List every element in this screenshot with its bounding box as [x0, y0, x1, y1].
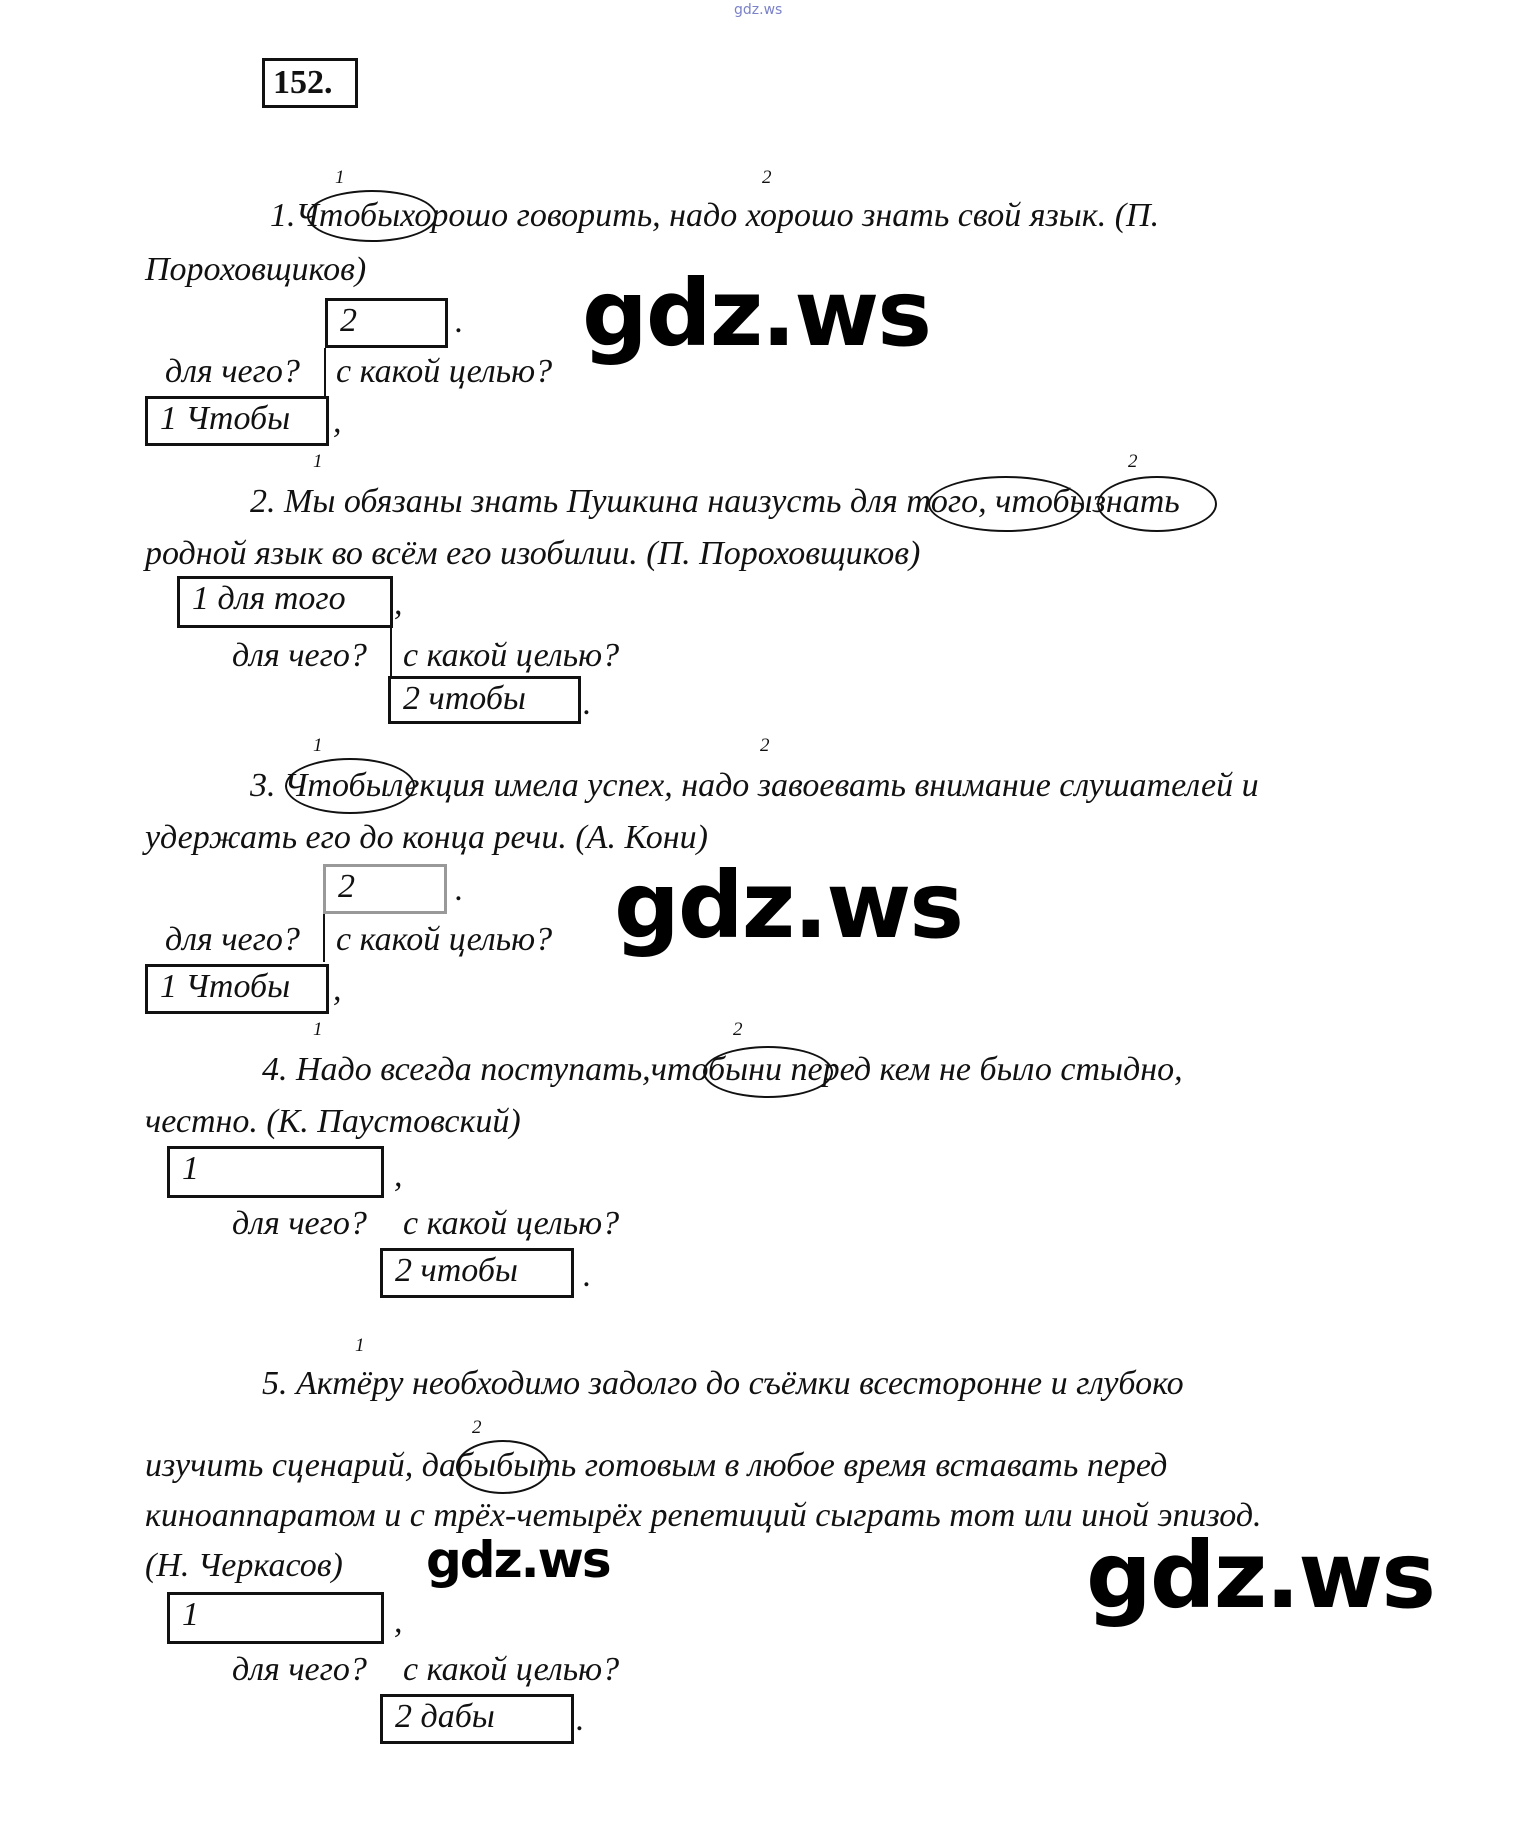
s5-conjunction-oval [456, 1440, 550, 1494]
s5-superscript-2: 2 [472, 1417, 482, 1438]
s2-superscript-1: 1 [313, 451, 323, 472]
watermark-1: gdz.ws [582, 260, 930, 367]
s4-main-comma: , [394, 1157, 403, 1194]
s5-sentence-line2 [145, 1446, 1167, 1486]
s4-sub-clause-box: 2 чтобы [380, 1248, 574, 1298]
s1-question-1: для чего? [165, 353, 300, 390]
s3-conjunction: Чтобы [284, 767, 389, 804]
s2-superscript-2: 2 [1128, 451, 1138, 472]
s4-sub-period: . [583, 1257, 592, 1294]
s2-sub-period: . [583, 685, 592, 722]
s1-sentence-line2: Пороховщиков) [145, 251, 367, 288]
s5-sentence-line1: 5. Актёру необходимо задолго до съёмки всесторонне и глубоко [262, 1365, 1184, 1402]
s3-connector-line [323, 914, 325, 962]
s4-text: 4. Надо всегда поступать, [262, 1051, 651, 1088]
watermark-2: gdz.ws [614, 852, 962, 959]
s2-question-2: с какой целью? [403, 637, 620, 674]
s2-main-comma: , [394, 585, 403, 622]
s4-sentence-line2: честно. (К. Паустовский) [145, 1103, 521, 1140]
s5-question-1: для чего? [232, 1651, 367, 1688]
s3-main-clause-box: 2 [323, 864, 447, 914]
s2-conjunction-a-oval [928, 476, 1084, 532]
s3-superscript-2: 2 [760, 735, 770, 756]
s2-text: 2. Мы обязаны знать Пушкина наизусть [250, 483, 842, 520]
s4-conjunction-oval [703, 1046, 833, 1098]
s4-conjunction: чтобы [650, 1051, 749, 1088]
s3-rest: лекция имела успех, надо завоевать внимание слушателей и [388, 767, 1259, 804]
s4-superscript-2: 2 [733, 1019, 743, 1040]
s3-sentence-line2: удержать его до конца речи. (А. Кони) [145, 819, 708, 856]
s5-superscript-1: 1 [355, 1335, 365, 1356]
s4-superscript-1: 1 [313, 1019, 323, 1040]
s5-line2-pre: изучить сценарий, [145, 1447, 414, 1484]
s5-sub-period: . [576, 1701, 585, 1738]
s2-rest: знать [1092, 483, 1180, 520]
s1-rest: хорошо говорить, надо хорошо знать свой язык. (П. [400, 197, 1160, 234]
s3-question-2: с какой целью? [336, 921, 553, 958]
s5-sentence-line3: киноаппаратом и с трёх-четырёх репетиций сыграть тот или иной эпизод. [145, 1497, 1262, 1534]
s1-sub-comma: , [333, 403, 342, 440]
s3-question-1: для чего? [165, 921, 300, 958]
s4-main-clause-box: 1 [167, 1146, 384, 1198]
s1-conjunction: Чтобы [295, 197, 401, 234]
s3-main-period: . [455, 871, 464, 908]
s4-rest: ни перед кем не было стыдно, [748, 1051, 1183, 1088]
s1-superscript-2: 2 [762, 167, 772, 188]
s1-number: 1. [270, 197, 296, 234]
s3-conjunction-oval [285, 758, 415, 814]
s5-main-clause-box: 1 [167, 1592, 384, 1644]
s5-line2-rest: быть готовым в любое время вставать перед [496, 1447, 1168, 1484]
s1-superscript-1: 1 [335, 167, 345, 188]
s4-question-2: с какой целью? [403, 1205, 620, 1242]
s5-question-2: с какой целью? [403, 1651, 620, 1688]
s2-question-1: для чего? [232, 637, 367, 674]
s4-question-1: для чего? [232, 1205, 367, 1242]
s2-sentence-line2: родной язык во всём его изобилии. (П. Пороховщиков) [145, 535, 921, 572]
s2-sub-clause-box: 2 чтобы [388, 676, 581, 724]
s1-question-2: с какой целью? [336, 353, 553, 390]
s1-conjunction-oval [307, 190, 437, 242]
s1-sub-clause-box: 1 Чтобы [145, 396, 329, 446]
s3-sub-comma: , [333, 971, 342, 1008]
s1-connector-line [324, 348, 326, 396]
s5-sub-clause-box: 2 дабы [380, 1694, 574, 1744]
s3-sub-clause-box: 1 Чтобы [145, 964, 329, 1014]
watermark-3: gdz.ws [426, 1531, 610, 1589]
s2-conjunction-a: для того, [849, 483, 987, 520]
task-number-box: 152. [262, 58, 358, 108]
s3-superscript-1: 1 [313, 735, 323, 756]
s5-conjunction: дабы [421, 1447, 497, 1484]
site-watermark-top: gdz.ws [734, 2, 783, 18]
s5-main-comma: , [394, 1603, 403, 1640]
s1-main-period: . [455, 303, 464, 340]
s2-connector-line [390, 628, 392, 676]
s3-number: 3. [250, 767, 276, 804]
s1-main-clause-box: 2 [325, 298, 448, 348]
s2-main-clause-box: 1 для того [177, 576, 393, 628]
s5-sentence-line4: (Н. Черкасов) [145, 1547, 343, 1584]
s2-conjunction-b-oval [1097, 476, 1217, 532]
s2-conjunction-b: чтобы [995, 483, 1093, 520]
watermark-4: gdz.ws [1086, 1522, 1434, 1629]
